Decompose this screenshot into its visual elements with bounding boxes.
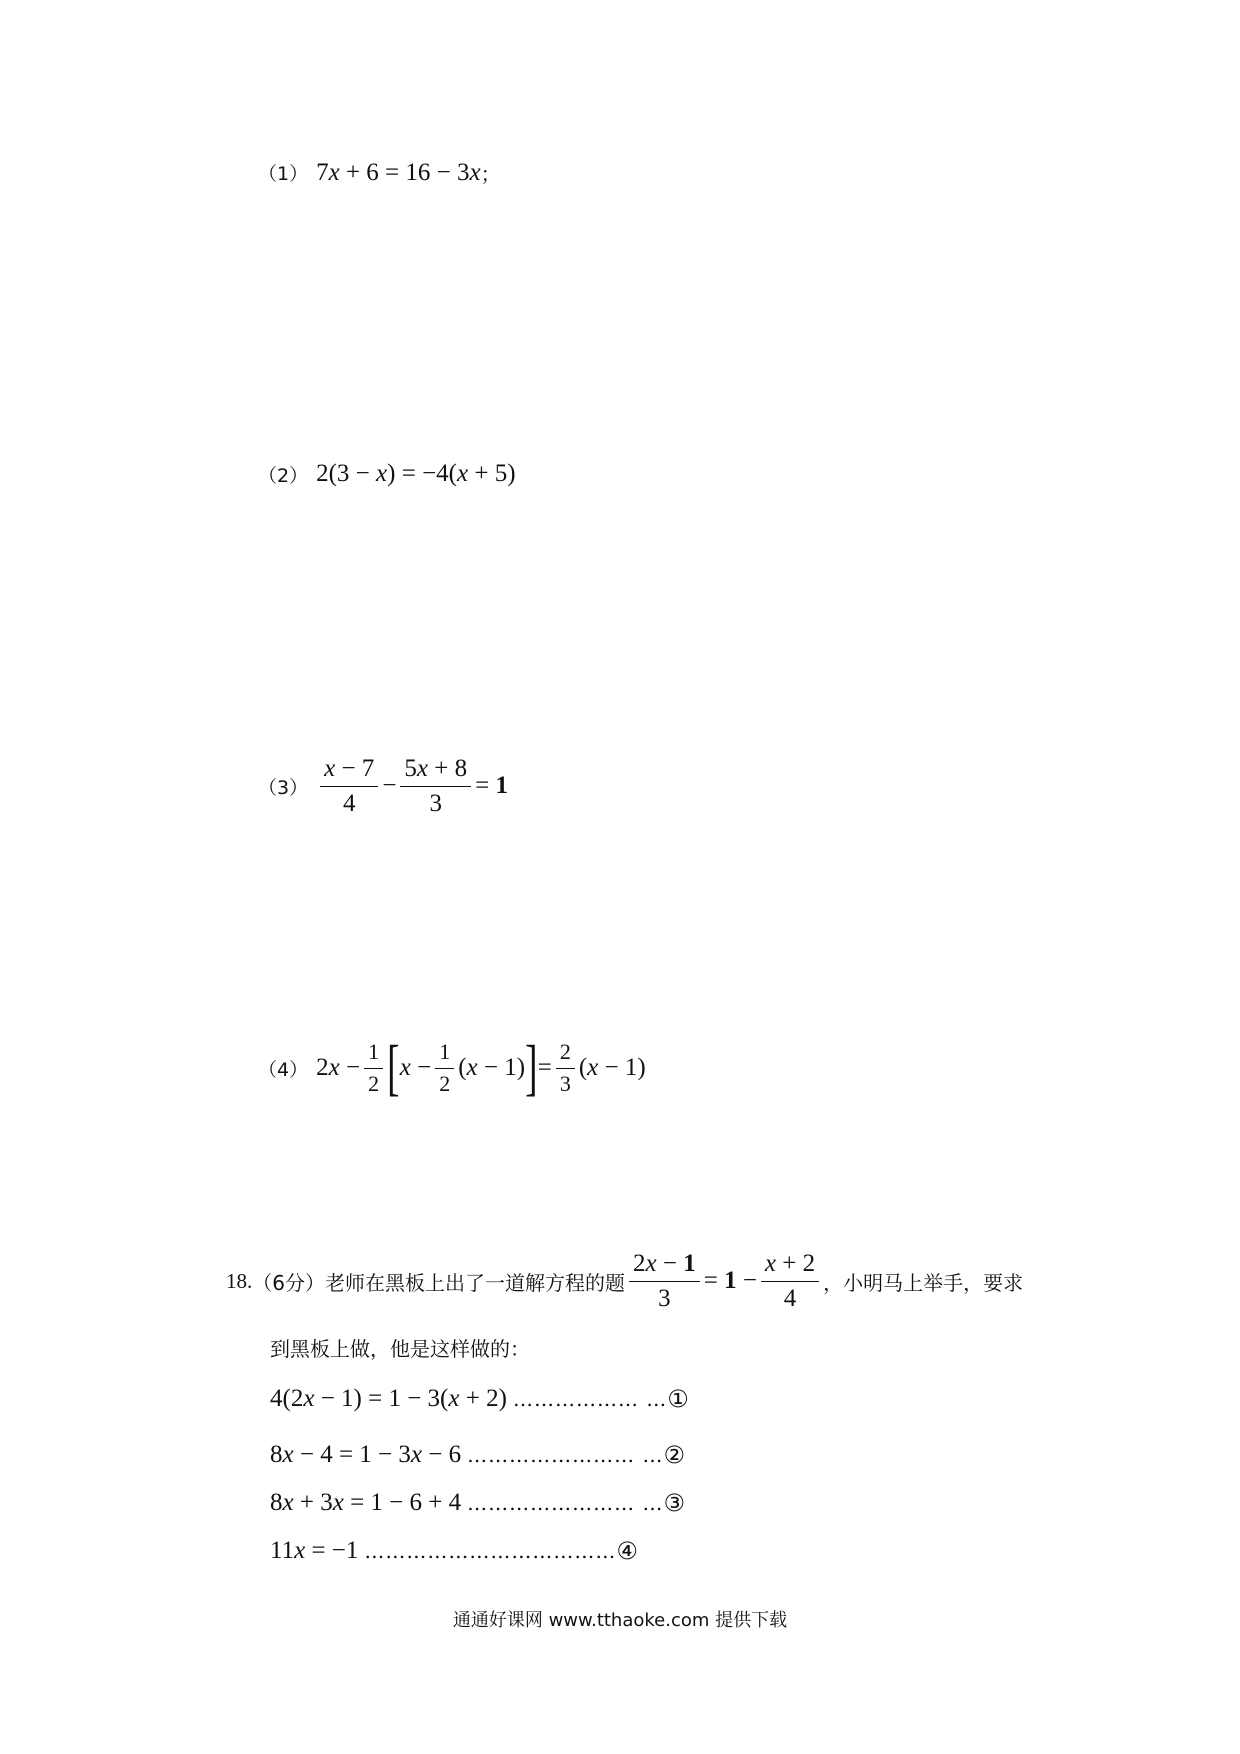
step-3-leader: …………………… … bbox=[467, 1491, 664, 1515]
problem-2-equation: 2(3 − x ) = −4( x + 5) bbox=[316, 460, 516, 487]
step-3-equation: 8 x + 3 x = 1 − 6 + 4 bbox=[270, 1489, 462, 1516]
problem-3-label: （3） bbox=[258, 776, 309, 799]
step-1-equation: 4(2 x − 1) = 1 − 3( x + 2) bbox=[270, 1385, 507, 1412]
solution-step-1 bbox=[270, 1385, 689, 1413]
problem-4-label: （4） bbox=[258, 1058, 309, 1081]
problem-3 bbox=[258, 755, 508, 817]
step-4-marker: ④ bbox=[616, 1537, 638, 1565]
fraction: $\frac{x + 2}{4}$ bbox=[761, 1250, 819, 1312]
solution-step-4 bbox=[270, 1537, 638, 1565]
step-1-leader: ……………… … bbox=[512, 1387, 668, 1411]
step-2-marker: ② bbox=[663, 1441, 686, 1469]
problem-1-label: （1） bbox=[258, 163, 309, 185]
step-3-marker: ③ bbox=[663, 1489, 686, 1517]
problem-2-label: （2） bbox=[258, 464, 309, 487]
solution-step-3 bbox=[270, 1489, 685, 1517]
step-2-leader: …………………… … bbox=[467, 1443, 664, 1467]
fraction: $\frac{5x + 8}{3}$ bbox=[400, 755, 471, 817]
problem-3-equation: $\frac{x - 7}{4}$ − $\frac{5x + 8}{3}$ = 1 bbox=[316, 755, 508, 817]
question-18-intro: 老师在黑板上出了一道解方程的题 bbox=[324, 1270, 625, 1295]
step-2-equation: 8 x − 4 = 1 − 3 x − 6 bbox=[270, 1441, 462, 1468]
question-18-prompt bbox=[226, 1250, 1023, 1312]
solution-step-2 bbox=[270, 1441, 685, 1469]
fraction: $\frac{1}{2}$ bbox=[364, 1040, 383, 1095]
step-1-marker: ① bbox=[667, 1385, 689, 1413]
fraction: $\frac{2}{3}$ bbox=[556, 1040, 575, 1095]
problem-2 bbox=[258, 460, 516, 488]
fraction: $\frac{2x - 1}{3}$ bbox=[629, 1250, 700, 1312]
problem-4 bbox=[258, 1034, 646, 1102]
question-18-line-2 bbox=[270, 1333, 530, 1362]
question-18-after-equation: ，小明马上举手，要求 bbox=[823, 1270, 1024, 1295]
question-18-line-2-text: 到黑板上做，他是这样做的： bbox=[270, 1337, 530, 1361]
question-18-score: （6分） bbox=[252, 1270, 325, 1295]
problem-4-equation: 2 x − $\frac{1}{2}$ [ x − $\frac{1}{2}$ ( x − 1) ] = $\frac{2}{3}$ ( x − 1) bbox=[316, 1034, 646, 1102]
fraction: $\frac{x - 7}{4}$ bbox=[320, 755, 378, 817]
problem-1-equation: 7 x + 6 = 16 − 3 x bbox=[316, 158, 481, 186]
fraction: $\frac{1}{2}$ bbox=[435, 1040, 454, 1095]
step-4-equation: 11 x = −1 bbox=[270, 1537, 359, 1564]
problem-1-semicolon: ； bbox=[480, 162, 501, 186]
step-4-leader: ……………………………… bbox=[364, 1539, 617, 1563]
problem-1 bbox=[258, 158, 501, 187]
footer-credit: 通通好课网 www.tthaoke.com 提供下载 bbox=[452, 1610, 788, 1631]
question-18-number: 18. bbox=[226, 1268, 253, 1293]
question-18-equation: $\frac{2x - 1}{3}$ = 1 − $\frac{x + 2}{4}$ bbox=[625, 1250, 823, 1312]
